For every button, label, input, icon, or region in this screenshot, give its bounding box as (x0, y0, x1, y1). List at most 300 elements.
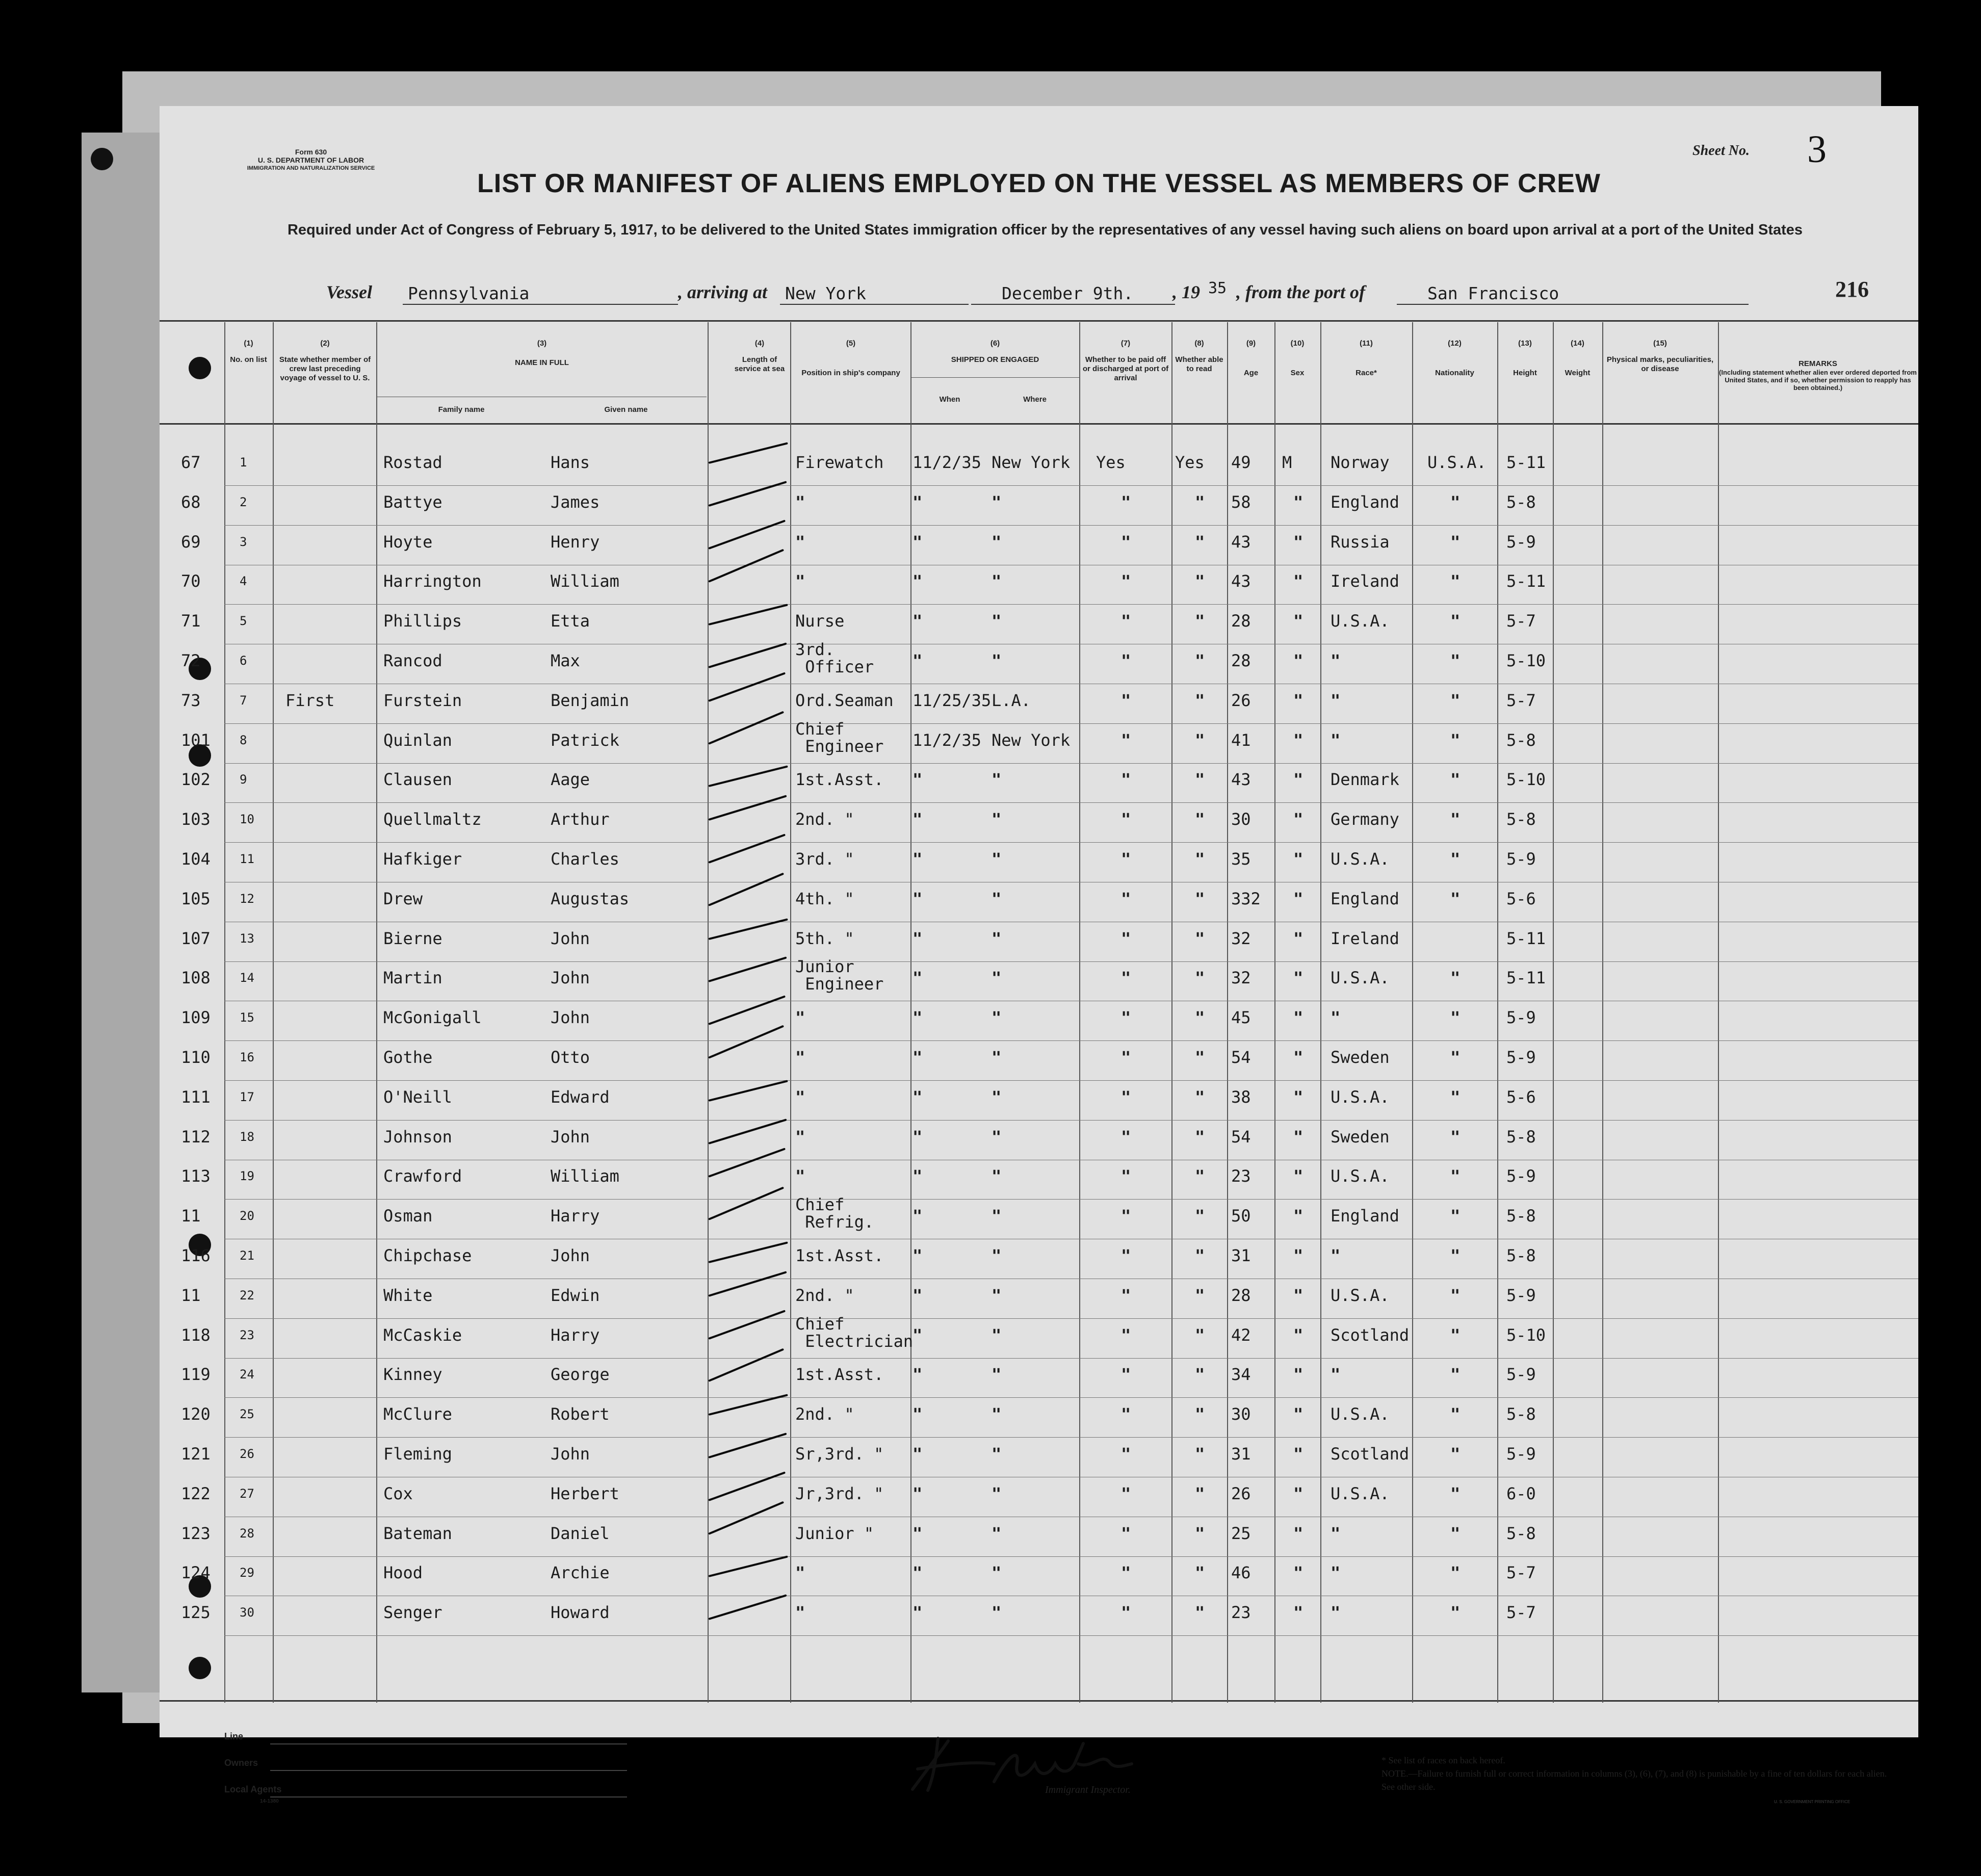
row-sex: " (1293, 1563, 1304, 1583)
footer-note (1382, 1754, 1891, 1793)
page-number: 216 (1835, 277, 1869, 302)
row-height: 6-0 (1506, 1483, 1536, 1503)
row-sex: " (1293, 968, 1304, 988)
row-sex: " (1293, 651, 1304, 670)
row-age: 38 (1231, 1087, 1251, 1107)
row-race: " (1331, 730, 1341, 750)
header-col8: (8) Whether able to read (1175, 339, 1223, 373)
table-row (0, 1525, 1981, 1565)
row-able-to-read: " (1195, 1563, 1205, 1583)
row-able-to-read: Yes (1175, 453, 1205, 472)
row-height: 5-8 (1506, 730, 1536, 750)
row-sex: " (1293, 1523, 1304, 1543)
row-position: 2nd. " (795, 810, 854, 829)
row-nationality: " (1450, 651, 1461, 670)
vessel-label: Vessel (326, 282, 372, 302)
row-shipped-when: " (913, 571, 923, 591)
row-paid-off: " (1121, 730, 1131, 750)
row-height: 5-10 (1506, 770, 1546, 790)
row-able-to-read: " (1195, 1048, 1205, 1067)
table-row (0, 850, 1981, 890)
row-paid-off: " (1121, 571, 1131, 591)
row-family-name: Hoyte (383, 532, 433, 552)
row-paid-off: " (1121, 1523, 1131, 1543)
row-height: 5-6 (1506, 1087, 1536, 1107)
row-position: Chief Electrician (795, 1314, 914, 1351)
row-able-to-read: " (1195, 730, 1205, 750)
row-able-to-read: " (1195, 1285, 1205, 1305)
row-sex: " (1293, 1166, 1304, 1186)
table-row (0, 771, 1981, 811)
row-sex: " (1293, 571, 1304, 591)
row-given-name: Benjamin (551, 690, 630, 710)
row-shipped-where: " (992, 1563, 1002, 1583)
row-shipped-when: " (913, 1325, 923, 1345)
row-list-number: 7 (240, 693, 247, 708)
row-nationality: " (1450, 611, 1461, 631)
row-sex: " (1293, 889, 1304, 908)
row-age: 42 (1231, 1325, 1251, 1345)
row-family-name: Cox (383, 1483, 413, 1503)
row-height: 5-9 (1506, 1444, 1536, 1464)
row-list-number: 2 (240, 494, 247, 509)
row-family-name: Clausen (383, 770, 452, 790)
row-family-name: O'Neill (383, 1087, 452, 1107)
row-family-name: Drew (383, 889, 423, 908)
row-given-name: Harry (551, 1325, 600, 1345)
row-able-to-read: " (1195, 492, 1205, 512)
row-position: Nurse (795, 611, 845, 631)
row-list-number: 10 (240, 812, 254, 827)
row-position: 5th. " (795, 928, 854, 948)
table-row (0, 1485, 1981, 1525)
row-sex: " (1293, 492, 1304, 512)
row-margin-number: 101 (181, 730, 211, 750)
row-family-name: Quellmaltz (383, 810, 482, 829)
row-height: 5-9 (1506, 1285, 1536, 1305)
row-given-name: Harry (551, 1206, 600, 1226)
row-margin-number: 11 (181, 1206, 201, 1226)
table-row (0, 612, 1981, 652)
row-sex: " (1293, 1008, 1304, 1028)
row-nationality: " (1450, 810, 1461, 829)
row-margin-number: 104 (181, 849, 211, 869)
row-list-number: 8 (240, 733, 247, 747)
row-given-name: Charles (551, 849, 619, 869)
row-position: 4th. " (795, 889, 854, 908)
page-title: LIST OR MANIFEST OF ALIENS EMPLOYED ON THE VESSEL AS MEMBERS OF CREW (477, 169, 1601, 198)
row-given-name: George (551, 1365, 610, 1385)
row-shipped-when: " (913, 1285, 923, 1305)
row-shipped-when: " (913, 1444, 923, 1464)
row-race: " (1331, 1008, 1341, 1028)
row-height: 5-11 (1506, 968, 1546, 988)
footer-owners-label: Owners (224, 1758, 258, 1768)
row-height: 5-7 (1506, 1603, 1536, 1623)
table-row (0, 1247, 1981, 1287)
row-shipped-where: " (992, 1127, 1002, 1147)
row-margin-number: 72 (181, 651, 201, 670)
footer-agents-label: Local Agents (224, 1784, 282, 1794)
arrival-port: New York (785, 283, 866, 303)
row-given-name: John (551, 1444, 590, 1464)
header-col10: (10) Sex (1290, 339, 1305, 377)
form-number: Form 630 (295, 148, 327, 156)
penalty-note: NOTE.—Failure to furnish full or correct information in columns (3), (6), (7), and (8) is punishable by a fine of ten dollars for each alien. See other side. (1382, 1768, 1887, 1792)
row-position: " (795, 1166, 805, 1186)
row-age: 332 (1231, 889, 1261, 908)
row-age: 45 (1231, 1008, 1251, 1028)
footer-line-label: Line (224, 1731, 244, 1741)
row-list-number: 20 (240, 1209, 254, 1223)
row-given-name: William (551, 1166, 619, 1186)
row-family-name: Hafkiger (383, 849, 462, 869)
row-shipped-where: " (992, 1087, 1002, 1107)
row-shipped-when: " (913, 889, 923, 908)
row-nationality: " (1450, 571, 1461, 591)
row-nationality: " (1450, 1365, 1461, 1385)
row-given-name: Daniel (551, 1523, 610, 1543)
row-age: 58 (1231, 492, 1251, 512)
row-nationality: " (1450, 1048, 1461, 1067)
row-shipped-when: " (913, 611, 923, 631)
row-able-to-read: " (1195, 1365, 1205, 1385)
row-height: 5-8 (1506, 1206, 1536, 1226)
row-given-name: Etta (551, 611, 590, 631)
row-given-name: Henry (551, 532, 600, 552)
row-margin-number: 123 (181, 1523, 211, 1543)
row-shipped-where: " (992, 1523, 1002, 1543)
row-list-number: 6 (240, 654, 247, 668)
table-row (0, 1366, 1981, 1405)
header-col1: (1) No. on list (230, 339, 267, 364)
row-height: 5-9 (1506, 532, 1536, 552)
row-position: Ord.Seaman (795, 690, 894, 710)
row-position: " (795, 1008, 805, 1028)
row-list-number: 5 (240, 614, 247, 629)
row-able-to-read: " (1195, 928, 1205, 948)
row-position: 1st.Asst. (795, 1365, 884, 1385)
table-row (0, 493, 1981, 533)
row-able-to-read: " (1195, 651, 1205, 670)
row-family-name: Senger (383, 1603, 442, 1623)
row-paid-off: " (1121, 1008, 1131, 1028)
binder-hole-icon (189, 1657, 211, 1679)
row-paid-off: " (1121, 770, 1131, 790)
row-able-to-read: " (1195, 810, 1205, 829)
row-given-name: Hans (551, 453, 590, 472)
header-col13: (13) Height (1513, 339, 1537, 377)
table-row (0, 890, 1981, 930)
row-age: 41 (1231, 730, 1251, 750)
row-list-number: 4 (240, 574, 247, 589)
row-margin-number: 121 (181, 1444, 211, 1464)
row-position: " (795, 532, 805, 552)
sheet-number: 3 (1807, 128, 1827, 171)
row-list-number: 3 (240, 534, 247, 549)
row-paid-off: " (1121, 1246, 1131, 1265)
row-race: England (1331, 1206, 1399, 1226)
row-shipped-when: " (913, 651, 923, 670)
table-row (0, 533, 1981, 573)
row-paid-off: " (1121, 1087, 1131, 1107)
header-col5: (5) Position in ship's company (801, 339, 900, 377)
row-position: Chief Refrig. (795, 1195, 874, 1232)
row-able-to-read: " (1195, 1087, 1205, 1107)
row-paid-off: " (1121, 1404, 1131, 1424)
row-able-to-read: " (1195, 690, 1205, 710)
row-shipped-where: " (992, 810, 1002, 829)
row-given-name: Aage (551, 770, 590, 790)
row-family-name: Fleming (383, 1444, 452, 1464)
binder-hole-icon (189, 357, 211, 379)
row-position: Jr,3rd. " (795, 1483, 884, 1503)
row-race: U.S.A. (1331, 1166, 1390, 1186)
row-race: Ireland (1331, 928, 1399, 948)
row-race: England (1331, 492, 1399, 512)
row-list-number: 26 (240, 1447, 254, 1461)
row-family-name: Rancod (383, 651, 442, 670)
row-race: " (1331, 651, 1341, 670)
row-family-name: Bateman (383, 1523, 452, 1543)
row-nationality: " (1450, 690, 1461, 710)
row-age: 49 (1231, 453, 1251, 472)
row-shipped-when: 11/25/35 (913, 690, 992, 710)
row-given-name: John (551, 1246, 590, 1265)
row-shipped-where: " (992, 492, 1002, 512)
header-col2: (2) State whether member of crew last preceding voyage of vessel to U. S. (279, 339, 371, 382)
row-race: U.S.A. (1331, 1483, 1390, 1503)
row-shipped-where: " (992, 1166, 1002, 1186)
row-age: 26 (1231, 1483, 1251, 1503)
row-shipped-where: " (992, 532, 1002, 552)
row-given-name: Howard (551, 1603, 610, 1623)
table-row (0, 719, 1981, 771)
table-row (0, 1405, 1981, 1445)
row-age: 28 (1231, 651, 1251, 670)
row-shipped-where: " (992, 889, 1002, 908)
row-age: 54 (1231, 1048, 1251, 1067)
row-race: " (1331, 1365, 1341, 1385)
row-position: 3rd. " (795, 849, 854, 869)
row-nationality: " (1450, 1444, 1461, 1464)
row-nationality: " (1450, 1603, 1461, 1623)
row-shipped-when: 11/2/35 (913, 453, 981, 472)
row-height: 5-7 (1506, 690, 1536, 710)
arriving-label: , arriving at (678, 282, 768, 302)
row-family-name: Kinney (383, 1365, 442, 1385)
row-sex: " (1293, 1048, 1304, 1067)
header-col3: (3) NAME IN FULL (515, 339, 569, 367)
row-paid-off: " (1121, 928, 1131, 948)
row-shipped-when: " (913, 532, 923, 552)
row-shipped-when: " (913, 1048, 923, 1067)
row-paid-off: " (1121, 1483, 1131, 1503)
race-note: * See list of races on back hereof. (1382, 1755, 1505, 1765)
row-margin-number: 116 (181, 1246, 211, 1265)
row-sex: M (1282, 453, 1292, 472)
header-col6: (6) SHIPPED OR ENGAGED (951, 339, 1039, 364)
row-family-name: Quinlan (383, 730, 452, 750)
row-family-name: McGonigall (383, 1008, 482, 1028)
row-nationality: " (1450, 1246, 1461, 1265)
row-shipped-where: L.A. (992, 690, 1031, 710)
table-row (0, 1009, 1981, 1049)
row-able-to-read: " (1195, 849, 1205, 869)
row-height: 5-7 (1506, 611, 1536, 631)
row-age: 43 (1231, 532, 1251, 552)
row-list-number: 21 (240, 1248, 254, 1263)
row-given-name: Augustas (551, 889, 630, 908)
row-list-number: 30 (240, 1605, 254, 1620)
row-able-to-read: " (1195, 968, 1205, 988)
row-margin-number: 120 (181, 1404, 211, 1424)
row-shipped-when: " (913, 1246, 923, 1265)
row-shipped-where: " (992, 1603, 1002, 1623)
row-race: England (1331, 889, 1399, 908)
row-sex: " (1293, 1325, 1304, 1345)
row-family-name: Furstein (383, 690, 462, 710)
row-given-name: Herbert (551, 1483, 619, 1503)
row-able-to-read: " (1195, 889, 1205, 908)
row-shipped-when: " (913, 810, 923, 829)
row-position: " (795, 1048, 805, 1067)
header-col15: (15) Physical marks, peculiarities, or disease (1606, 339, 1714, 373)
row-sex: " (1293, 1246, 1304, 1265)
row-age: 26 (1231, 690, 1251, 710)
row-margin-number: 113 (181, 1166, 211, 1186)
row-given-name: Edwin (551, 1285, 600, 1305)
row-margin-number: 124 (181, 1563, 211, 1583)
row-list-number: 25 (240, 1407, 254, 1422)
row-position: " (795, 492, 805, 512)
row-shipped-when: " (913, 1523, 923, 1543)
row-given-name: Patrick (551, 730, 619, 750)
row-sex: " (1293, 730, 1304, 750)
row-list-number: 28 (240, 1526, 254, 1541)
table-row (0, 1049, 1981, 1088)
row-race: U.S.A. (1331, 1087, 1390, 1107)
row-race: Germany (1331, 810, 1399, 829)
row-position: Firewatch (795, 453, 884, 472)
row-nationality: " (1450, 1325, 1461, 1345)
row-age: 30 (1231, 810, 1251, 829)
row-shipped-when: " (913, 770, 923, 790)
row-able-to-read: " (1195, 1603, 1205, 1623)
row-age: 28 (1231, 1285, 1251, 1305)
row-able-to-read: " (1195, 1008, 1205, 1028)
from-port-label: , from the port of (1236, 282, 1366, 302)
row-height: 5-9 (1506, 1365, 1536, 1385)
header-col14: (14) Weight (1565, 339, 1591, 377)
row-age: 31 (1231, 1444, 1251, 1464)
row-list-number: 29 (240, 1566, 254, 1580)
row-sex: " (1293, 770, 1304, 790)
row-shipped-when: " (913, 1127, 923, 1147)
row-paid-off: " (1121, 1563, 1131, 1583)
page-subtitle: Required under Act of Congress of February 5, 1917, to be delivered to the United States immigration officer by the representatives of any vessel having such aliens on board upon arrival at a port of the United States (287, 222, 1803, 238)
row-nationality: " (1450, 532, 1461, 552)
row-shipped-when: " (913, 1563, 923, 1583)
row-nationality: " (1450, 1285, 1461, 1305)
row-able-to-read: " (1195, 571, 1205, 591)
row-shipped-when: " (913, 1603, 923, 1623)
row-nationality: " (1450, 968, 1461, 988)
table-row (0, 454, 1981, 493)
row-shipped-where: " (992, 1008, 1002, 1028)
row-margin-number: 119 (181, 1365, 211, 1385)
row-height: 5-8 (1506, 1127, 1536, 1147)
header-family-name: Family name (438, 405, 485, 414)
row-margin-number: 71 (181, 611, 201, 631)
row-list-number: 24 (240, 1367, 254, 1382)
row-paid-off: " (1121, 1325, 1131, 1345)
row-height: 5-10 (1506, 1325, 1546, 1345)
printer-imprint: U. S. GOVERNMENT PRINTING OFFICE (1774, 1800, 1850, 1804)
row-given-name: Arthur (551, 810, 610, 829)
row-margin-number: 118 (181, 1325, 211, 1345)
row-able-to-read: " (1195, 1127, 1205, 1147)
row-able-to-read: " (1195, 1206, 1205, 1226)
table-row (0, 930, 1981, 970)
header-where: Where (1023, 395, 1047, 404)
row-given-name: William (551, 571, 619, 591)
row-shipped-when: " (913, 928, 923, 948)
row-height: 5-7 (1506, 1563, 1536, 1583)
row-given-name: John (551, 1127, 590, 1147)
row-family-name: Gothe (383, 1048, 433, 1067)
row-family-name: Bierne (383, 928, 442, 948)
row-position: " (795, 1603, 805, 1623)
row-shipped-when: " (913, 1087, 923, 1107)
row-able-to-read: " (1195, 1444, 1205, 1464)
row-height: 5-10 (1506, 651, 1546, 670)
row-sex: " (1293, 1127, 1304, 1147)
table-row (0, 1167, 1981, 1207)
row-given-name: John (551, 968, 590, 988)
row-margin-number: 70 (181, 571, 201, 591)
row-margin-number: 73 (181, 690, 201, 710)
row-list-number: 9 (240, 772, 247, 787)
table-row (0, 1445, 1981, 1485)
row-able-to-read: " (1195, 770, 1205, 790)
row-position: " (795, 1087, 805, 1107)
row-nationality: " (1450, 770, 1461, 790)
row-shipped-where: " (992, 571, 1002, 591)
row-shipped-where: " (992, 928, 1002, 948)
row-able-to-read: " (1195, 1483, 1205, 1503)
row-paid-off: " (1121, 849, 1131, 869)
row-shipped-where: " (992, 651, 1002, 670)
row-family-name: Chipchase (383, 1246, 472, 1265)
row-position: Sr,3rd. " (795, 1444, 884, 1464)
row-margin-number: 107 (181, 928, 211, 948)
row-sex: " (1293, 690, 1304, 710)
row-paid-off: " (1121, 1206, 1131, 1226)
row-shipped-where: " (992, 1048, 1002, 1067)
row-age: 35 (1231, 849, 1251, 869)
row-list-number: 27 (240, 1486, 254, 1501)
table-row (0, 1088, 1981, 1128)
row-paid-off: " (1121, 1285, 1131, 1305)
row-nationality: " (1450, 1087, 1461, 1107)
row-margin-number: 68 (181, 492, 201, 512)
row-margin-number: 125 (181, 1603, 211, 1623)
row-given-name: James (551, 492, 600, 512)
row-sex: " (1293, 1365, 1304, 1385)
row-race: Sweden (1331, 1048, 1390, 1067)
row-height: 5-9 (1506, 1166, 1536, 1186)
